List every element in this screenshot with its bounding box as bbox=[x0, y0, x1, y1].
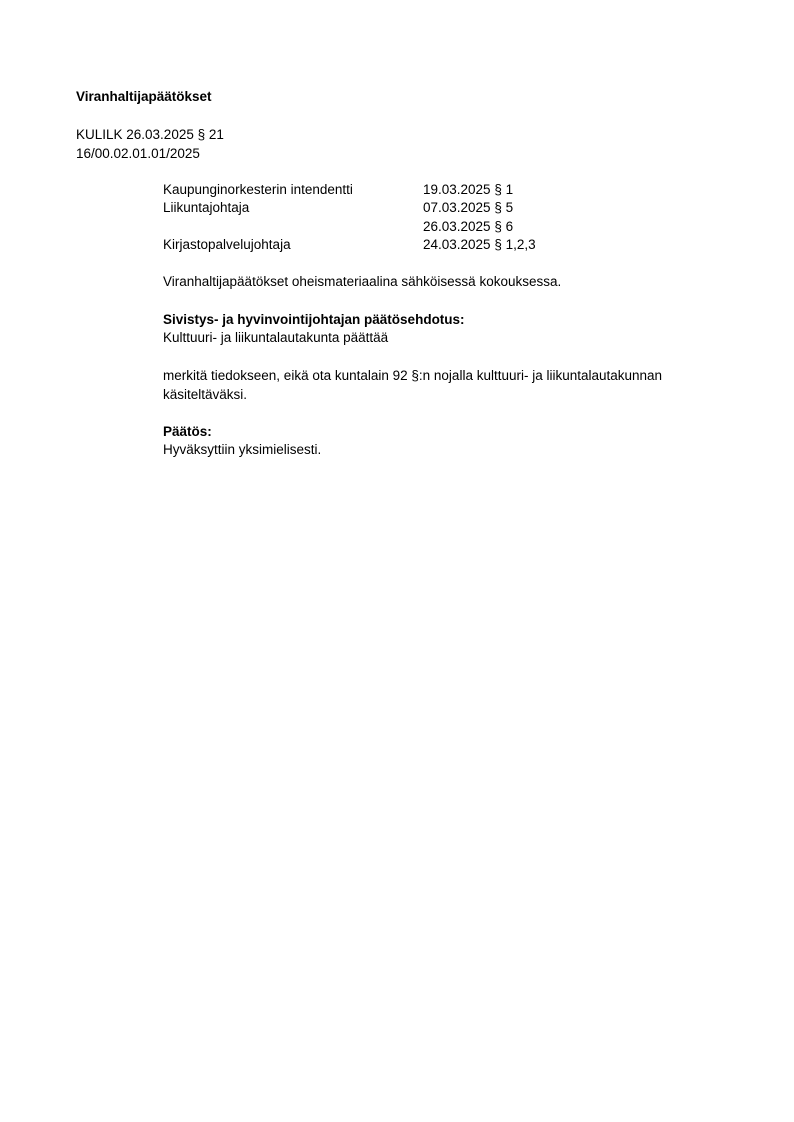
document-title: Viranhaltijapäätökset bbox=[76, 89, 212, 104]
decision-reference: 19.03.2025 § 1 bbox=[423, 182, 514, 197]
proposal-body: merkitä tiedokseen, eikä ota kuntalain 92 §:n nojalla kulttuuri- ja liikuntalautakunnan käsiteltäväksi. bbox=[163, 368, 663, 402]
attachment-note: Viranhaltijapäätökset oheismateriaalina sähköisessä kokouksessa. bbox=[163, 274, 562, 289]
decision-row bbox=[163, 218, 623, 236]
case-number: 16/00.02.01.01/2025 bbox=[76, 146, 200, 161]
meeting-reference: KULILK 26.03.2025 § 21 bbox=[76, 127, 224, 142]
decision-row bbox=[163, 199, 623, 217]
decision-role: Kirjastopalvelujohtaja bbox=[163, 237, 291, 252]
decision-role: Kaupunginorkesterin intendentti bbox=[163, 182, 353, 197]
decision-row bbox=[163, 236, 623, 254]
decision-heading: Päätös: bbox=[163, 424, 212, 439]
proposal-heading: Sivistys- ja hyvinvointijohtajan päätösehdotus: bbox=[163, 312, 465, 327]
decision-reference: 24.03.2025 § 1,2,3 bbox=[423, 237, 536, 252]
decision-reference: 07.03.2025 § 5 bbox=[423, 200, 514, 215]
decision-row bbox=[163, 181, 623, 199]
decision-reference: 26.03.2025 § 6 bbox=[423, 219, 514, 234]
decision-role: Liikuntajohtaja bbox=[163, 200, 250, 215]
proposal-line: Kulttuuri- ja liikuntalautakunta päättää bbox=[163, 330, 389, 345]
decision-text: Hyväksyttiin yksimielisesti. bbox=[163, 442, 322, 457]
